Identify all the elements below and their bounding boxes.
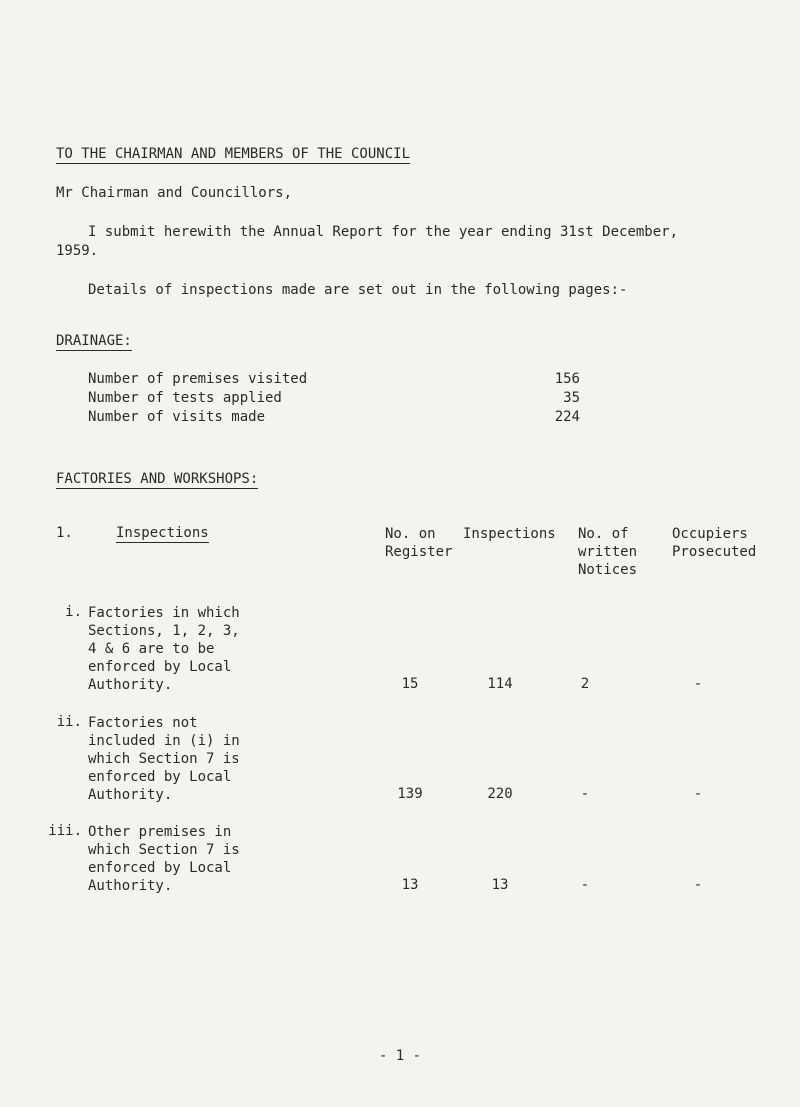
header-notices-line: written <box>578 544 638 560</box>
cell-prosecuted: - <box>693 786 703 802</box>
row-desc-line: Other premises in <box>88 824 232 840</box>
header-prosecuted <box>672 525 756 561</box>
row-desc-line: included in (i) in <box>88 733 240 749</box>
row-desc-line: Authority. <box>88 787 173 803</box>
header-register-line: Register <box>385 544 453 560</box>
row-description <box>88 714 240 804</box>
drainage-title: DRAINAGE: <box>56 333 132 349</box>
factories-title: FACTORIES AND WORKSHOPS: <box>56 471 259 487</box>
cell-inspections: 13 <box>491 877 509 893</box>
drainage-value: 35 <box>563 390 580 406</box>
row-desc-line: enforced by Local <box>88 860 232 876</box>
section-number: 1. <box>56 525 73 541</box>
header-prosecuted-line: Occupiers <box>672 526 748 542</box>
row-description <box>88 823 240 895</box>
intro-line-1: I submit herewith the Annual Report for the year ending 31st December, <box>88 224 679 240</box>
row-desc-line: Factories in which <box>88 605 240 621</box>
row-description <box>88 604 240 694</box>
header-notices-line: No. of <box>578 526 629 542</box>
row-desc-line: Sections, 1, 2, 3, <box>88 623 240 639</box>
cell-inspections: 220 <box>487 786 513 802</box>
row-number: iii. <box>48 823 82 839</box>
row-desc-line: which Section 7 is <box>88 751 240 767</box>
header-inspections <box>463 525 556 543</box>
row-desc-line: Authority. <box>88 878 173 894</box>
row-desc-line: which Section 7 is <box>88 842 240 858</box>
header-inspections-line: Inspections <box>463 526 556 542</box>
row-number: ii. <box>56 714 82 730</box>
header-notices-line: Notices <box>578 562 638 578</box>
cell-register: 15 <box>401 676 419 692</box>
cell-prosecuted: - <box>693 877 703 893</box>
page-heading: TO THE CHAIRMAN AND MEMBERS OF THE COUNCIL <box>56 146 411 162</box>
cell-inspections: 114 <box>487 676 513 692</box>
details-line: Details of inspections made are set out in the following pages:- <box>88 282 628 298</box>
drainage-label: Number of premises visited <box>88 371 308 387</box>
row-desc-line: Factories not <box>88 715 198 731</box>
drainage-label: Number of visits made <box>88 409 266 425</box>
drainage-label: Number of tests applied <box>88 390 282 406</box>
row-desc-line: enforced by Local <box>88 769 232 785</box>
row-desc-line: Authority. <box>88 677 173 693</box>
cell-notices: - <box>580 877 590 893</box>
section-title: Inspections <box>116 525 209 541</box>
cell-register: 139 <box>397 786 423 802</box>
header-notices <box>578 525 637 579</box>
header-prosecuted-line: Prosecuted <box>672 544 757 560</box>
row-desc-line: 4 & 6 are to be <box>88 641 215 657</box>
drainage-value: 156 <box>554 371 580 387</box>
row-desc-line: enforced by Local <box>88 659 232 675</box>
cell-notices: 2 <box>580 676 590 692</box>
cell-notices: - <box>580 786 590 802</box>
salutation: Mr Chairman and Councillors, <box>56 185 293 201</box>
row-number: i. <box>65 604 82 620</box>
header-register-line: No. on <box>385 526 436 542</box>
drainage-value: 224 <box>554 409 580 425</box>
header-register <box>385 525 452 561</box>
cell-register: 13 <box>401 877 419 893</box>
page-number: - 1 - <box>378 1048 422 1064</box>
intro-line-2: 1959. <box>56 243 99 259</box>
cell-prosecuted: - <box>693 676 703 692</box>
